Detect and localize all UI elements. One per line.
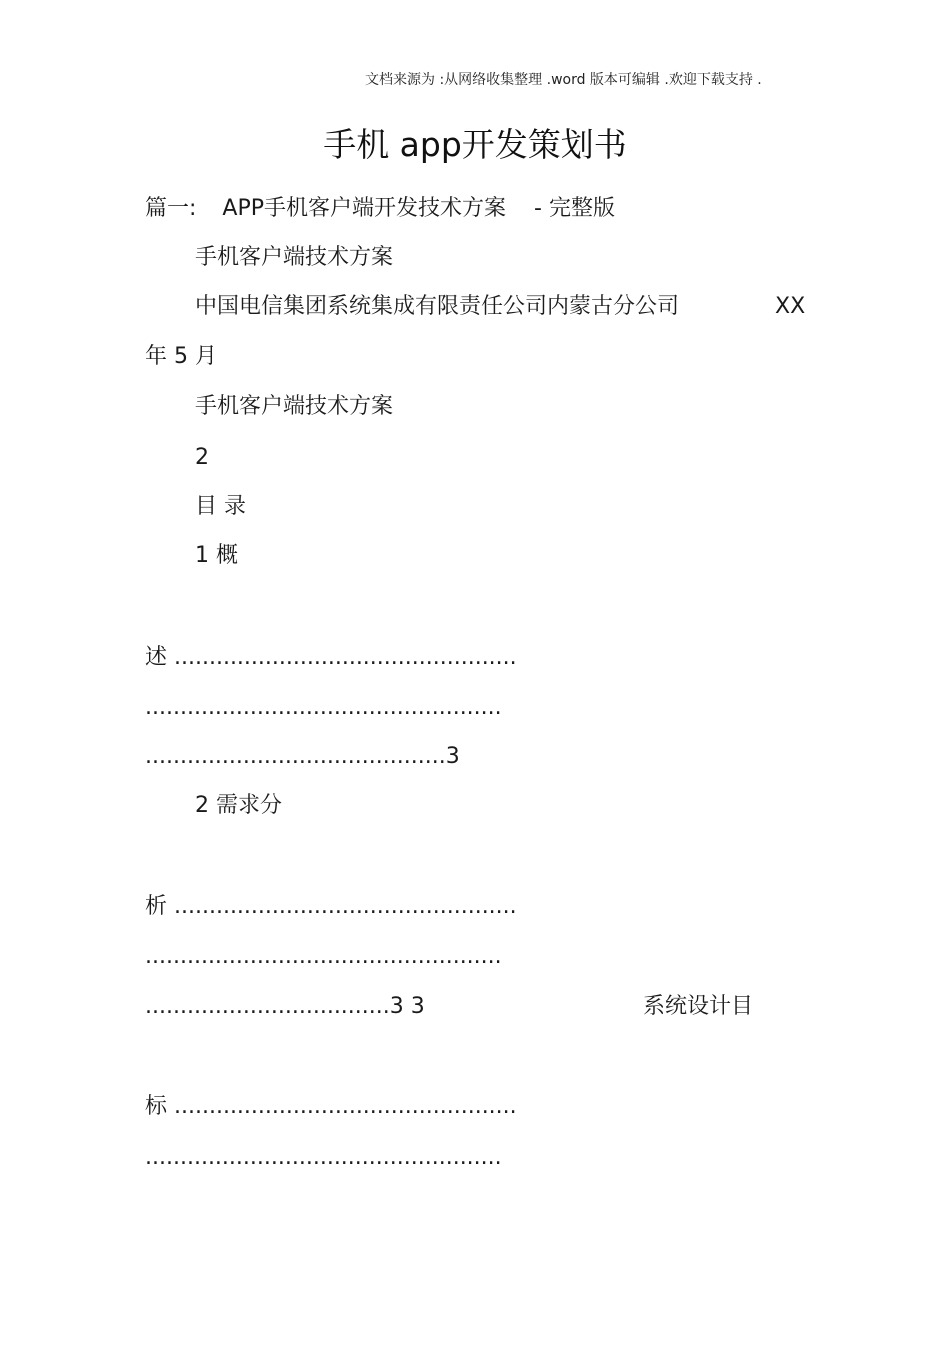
chapter-heading-suffix: - 完整版: [534, 196, 615, 221]
toc-entry-2-line-3: ...................................3 3: [145, 994, 425, 1019]
chapter-heading-main: APP手机客户端开发技术方案: [222, 196, 507, 221]
toc-entry-2-line-2: ...................................................: [145, 944, 502, 969]
source-note: 文档来源为 :从网络收集整理 .word 版本可编辑 .欢迎下载支持 .: [365, 72, 762, 88]
toc-entry-1-start: 1 概: [195, 543, 238, 568]
toc-entry-1-line-1: 述 .................................................: [145, 645, 517, 670]
toc-title: 目 录: [195, 494, 246, 519]
toc-entry-2-start: 2 需求分: [195, 793, 282, 818]
year-month-line: 年 5 月: [145, 344, 217, 369]
toc-entry-3-line-2: ...................................................: [145, 1145, 502, 1170]
toc-entry-1-line-2: ...................................................: [145, 695, 502, 720]
year-placeholder: XX: [775, 294, 806, 319]
toc-entry-2-line-1: 析 .................................................: [145, 894, 517, 919]
doc-name-line-2: 手机客户端技术方案: [195, 394, 394, 419]
document-title: 手机 app开发策划书: [323, 125, 627, 164]
chapter-heading-prefix: 篇一:: [145, 196, 197, 221]
page-number: 2: [195, 445, 209, 470]
toc-entry-1-line-3: ...........................................3: [145, 744, 460, 769]
toc-entry-3-line-1: 标 .................................................: [145, 1094, 517, 1119]
company-line: 中国电信集团系统集成有限责任公司内蒙古分公司: [195, 294, 680, 319]
chapter-heading: [145, 195, 615, 223]
doc-name-line-1: 手机客户端技术方案: [195, 245, 394, 270]
toc-entry-3-start: 系统设计目: [643, 994, 754, 1019]
